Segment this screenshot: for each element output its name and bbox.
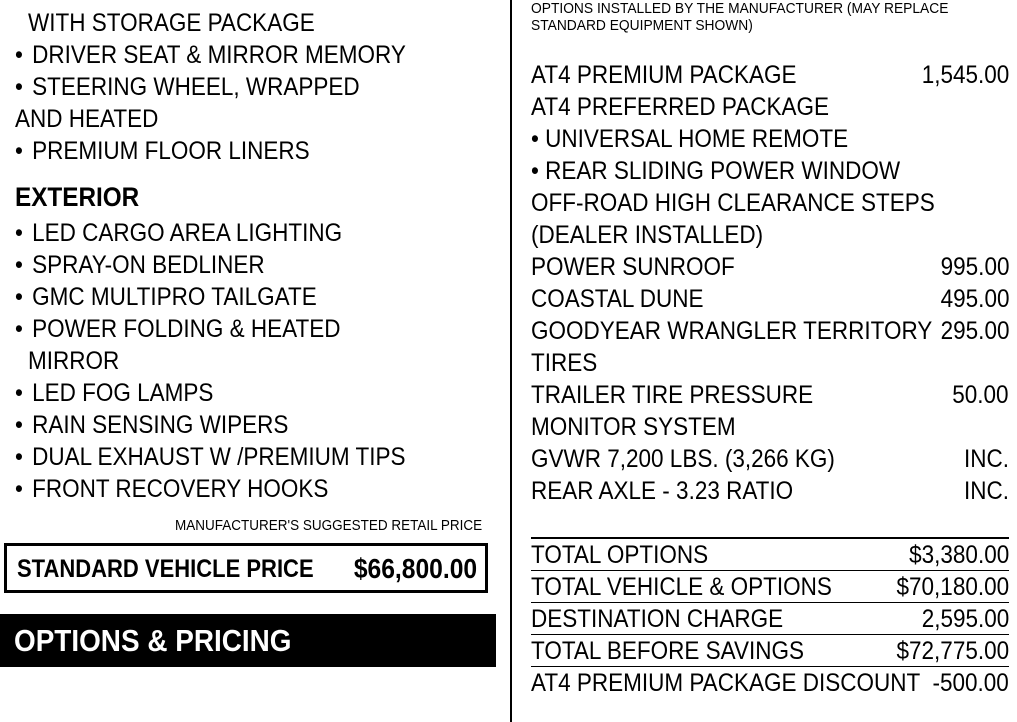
standard-price-label: STANDARD VEHICLE PRICE xyxy=(17,555,314,583)
total-row-name: TOTAL VEHICLE & OPTIONS xyxy=(531,573,832,601)
bullet-icon: • xyxy=(15,315,23,343)
option-row-price: 50.00 xyxy=(952,381,1009,409)
equipment-item xyxy=(15,135,310,167)
option-row-price: 995.00 xyxy=(940,253,1009,281)
option-row-name: • REAR SLIDING POWER WINDOW xyxy=(531,157,901,185)
exterior-heading: EXTERIOR xyxy=(15,182,140,212)
option-row-name: TIRES xyxy=(531,349,598,377)
option-row-name: COASTAL DUNE xyxy=(531,285,704,313)
options-pricing-banner xyxy=(0,614,496,667)
equipment-item-text: FRONT RECOVERY HOOKS xyxy=(32,475,329,503)
bullet-icon: • xyxy=(15,283,23,311)
equipment-item xyxy=(15,377,213,409)
equipment-item-text: STEERING WHEEL, WRAPPED xyxy=(32,73,360,101)
total-row-name: DESTINATION CHARGE xyxy=(531,605,784,633)
option-row-name: (DEALER INSTALLED) xyxy=(531,221,764,249)
option-row-name: MONITOR SYSTEM xyxy=(531,413,736,441)
equipment-item xyxy=(15,217,342,249)
equipment-item-text: LED FOG LAMPS xyxy=(32,379,214,407)
equipment-item xyxy=(15,473,328,505)
option-row xyxy=(531,347,1009,379)
equipment-item-text: AND HEATED xyxy=(15,105,159,133)
total-row-price: -500.00 xyxy=(932,669,1009,697)
option-row xyxy=(531,251,1009,283)
equipment-item xyxy=(15,103,158,135)
option-row xyxy=(531,155,1009,187)
bullet-icon: • xyxy=(15,443,23,471)
total-row xyxy=(531,539,1009,571)
msrp-label: MANUFACTURER'S SUGGESTED RETAIL PRICE xyxy=(175,517,483,534)
equipment-item-text: PREMIUM FLOOR LINERS xyxy=(32,137,310,165)
equipment-item xyxy=(15,249,265,281)
option-row-price: 295.00 xyxy=(940,317,1009,345)
total-row-price: $3,380.00 xyxy=(908,541,1009,569)
total-row-name: TOTAL OPTIONS xyxy=(531,541,709,569)
option-row-name: GVWR 7,200 LBS. (3,266 KG) xyxy=(531,445,835,473)
equipment-item-text: DUAL EXHAUST W /PREMIUM TIPS xyxy=(32,443,406,471)
total-row xyxy=(531,603,1009,635)
equipment-item-text: DRIVER SEAT & MIRROR MEMORY xyxy=(32,41,406,69)
bullet-icon: • xyxy=(15,379,23,407)
option-row xyxy=(531,443,1009,475)
option-row-name: POWER SUNROOF xyxy=(531,253,735,281)
option-row xyxy=(531,411,1009,443)
option-row xyxy=(531,91,1009,123)
equipment-item-text: MIRROR xyxy=(28,347,120,375)
total-row xyxy=(531,667,1009,699)
bullet-icon: • xyxy=(15,73,23,101)
equipment-item xyxy=(28,7,315,39)
total-row-price: $72,775.00 xyxy=(896,637,1009,665)
option-row-name: AT4 PREFERRED PACKAGE xyxy=(531,93,829,121)
bullet-icon: • xyxy=(15,137,23,165)
option-row-price: INC. xyxy=(964,445,1009,473)
total-row-price: $70,180.00 xyxy=(896,573,1009,601)
total-row-name: AT4 PREMIUM PACKAGE DISCOUNT xyxy=(531,669,921,697)
option-row-name: OFF-ROAD HIGH CLEARANCE STEPS xyxy=(531,189,935,217)
options-note: OPTIONS INSTALLED BY THE MANUFACTURER (MAY REPLACE STANDARD EQUIPMENT SHOWN) xyxy=(531,0,949,34)
option-row-name: AT4 PREMIUM PACKAGE xyxy=(531,61,797,89)
equipment-item-text: POWER FOLDING & HEATED xyxy=(32,315,341,343)
bullet-icon: • xyxy=(15,475,23,503)
equipment-item xyxy=(15,281,317,313)
option-row xyxy=(531,59,1009,91)
bullet-icon: • xyxy=(15,41,23,69)
equipment-item-text: LED CARGO AREA LIGHTING xyxy=(32,219,343,247)
equipment-item xyxy=(15,39,406,71)
total-row-name: TOTAL BEFORE SAVINGS xyxy=(531,637,804,665)
option-row xyxy=(531,379,1009,411)
option-row xyxy=(531,475,1009,507)
option-row-name: • UNIVERSAL HOME REMOTE xyxy=(531,125,849,153)
bullet-icon: • xyxy=(15,219,23,247)
option-row xyxy=(531,123,1009,155)
equipment-item xyxy=(28,345,119,377)
option-row xyxy=(531,187,1009,219)
option-row-price: 1,545.00 xyxy=(921,61,1009,89)
option-row xyxy=(531,315,1009,347)
standard-price-value: $66,800.00 xyxy=(353,553,477,584)
options-column xyxy=(512,0,1017,722)
option-row xyxy=(531,283,1009,315)
standard-price-box xyxy=(4,543,488,593)
option-row-name: TRAILER TIRE PRESSURE xyxy=(531,381,814,409)
option-row-price: 495.00 xyxy=(940,285,1009,313)
bullet-icon: • xyxy=(15,411,23,439)
equipment-item-text: RAIN SENSING WIPERS xyxy=(32,411,289,439)
total-row xyxy=(531,635,1009,667)
banner-title: OPTIONS & PRICING xyxy=(14,623,292,658)
equipment-item xyxy=(15,441,406,473)
equipment-item xyxy=(15,409,288,441)
equipment-item xyxy=(15,71,360,103)
equipment-item-text: WITH STORAGE PACKAGE xyxy=(28,9,315,37)
option-row-price: INC. xyxy=(964,477,1009,505)
option-row xyxy=(531,219,1009,251)
option-row-name: REAR AXLE - 3.23 RATIO xyxy=(531,477,794,505)
equipment-item-text: SPRAY-ON BEDLINER xyxy=(32,251,265,279)
equipment-item-text: GMC MULTIPRO TAILGATE xyxy=(32,283,317,311)
bullet-icon: • xyxy=(15,251,23,279)
total-row xyxy=(531,571,1009,603)
total-row-price: 2,595.00 xyxy=(921,605,1009,633)
option-row-name: GOODYEAR WRANGLER TERRITORY xyxy=(531,317,933,345)
equipment-item xyxy=(15,313,340,345)
